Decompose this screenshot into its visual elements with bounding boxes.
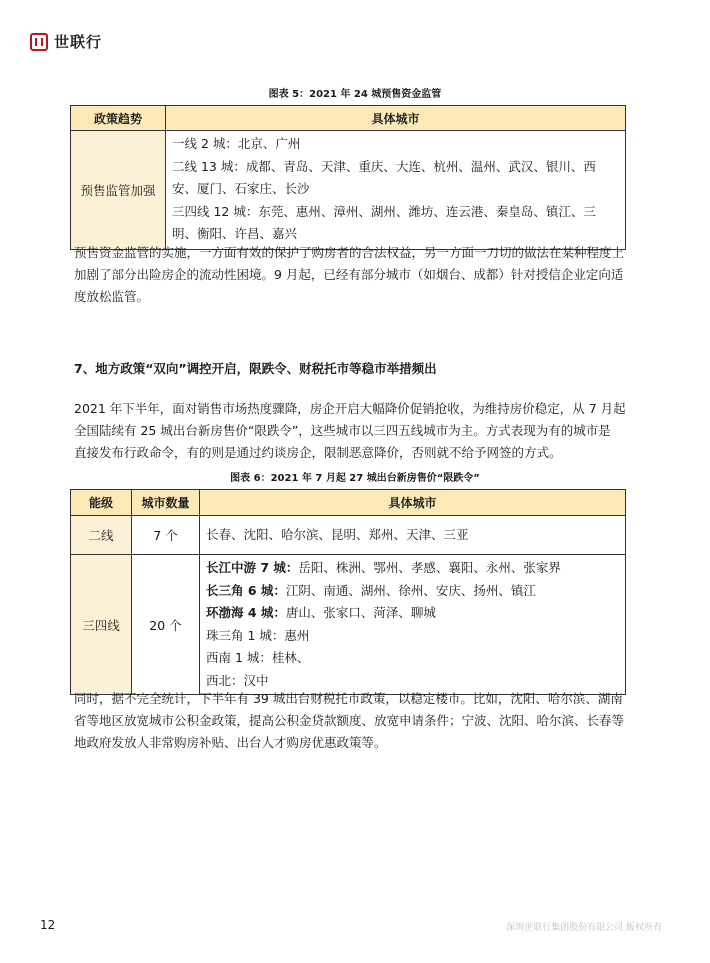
table5-row-label: 预售监管加强 bbox=[71, 131, 166, 250]
table5 bbox=[70, 105, 626, 250]
region-line: 长江中游 7 城：岳阳、株洲、鄂州、孝感、襄阳、永州、张家界 bbox=[206, 560, 561, 575]
logo-icon bbox=[30, 33, 48, 51]
table6-cities-tier2: 长春、沈阳、哈尔滨、昆明、郑州、天津、三亚 bbox=[200, 516, 626, 555]
paragraph-fiscal-support bbox=[74, 688, 644, 753]
company-logo bbox=[30, 31, 102, 52]
paragraph-line: 预售资金监管的实施，一方面有效的保护了购房者的合法权益，另一方面一刀切的做法在某种程度上 bbox=[74, 245, 625, 260]
page-number: 12 bbox=[40, 918, 56, 932]
paragraph-line: 加剧了部分出险房企的流动性困境。9 月起，已经有部分城市（如烟台、成都）针对授信企业定向适 bbox=[74, 266, 624, 282]
table6-cities-tier34 bbox=[200, 555, 626, 695]
table6-header-count: 城市数量 bbox=[132, 490, 200, 516]
region-line: 珠三角 1 城：惠州 bbox=[206, 627, 310, 643]
region-line: 环渤海 4 城：唐山、张家口、菏泽、聊城 bbox=[206, 605, 436, 620]
paragraph-line: 度放松监管。 bbox=[74, 288, 150, 304]
paragraph-line: 同时，据不完全统计，下半年有 39 城出台财税托市政策，以稳定楼市。比如，沈阳、哈尔滨、湖南 bbox=[74, 691, 623, 706]
table6-level-tier34: 三四线 bbox=[71, 555, 132, 695]
region-line: 西北：汉中 bbox=[206, 672, 269, 688]
table5-cities-cell bbox=[166, 131, 626, 250]
table5-line: 三四线 12 城：东莞、惠州、漳州、湖州、潍坊、连云港、秦皇岛、镇江、三 bbox=[172, 203, 596, 219]
paragraph-price-limit bbox=[74, 398, 644, 463]
table5-line: 一线 2 城：北京、广州 bbox=[172, 136, 301, 151]
table6-header-cities: 具体城市 bbox=[200, 490, 626, 516]
region-line: 长三角 6 城：江阴、南通、湖州、徐州、安庆、扬州、镇江 bbox=[206, 582, 536, 598]
table5-line: 二线 13 城：成都、青岛、天津、重庆、大连、杭州、温州、武汉、银川、西 bbox=[172, 158, 596, 174]
paragraph-presale-supervision bbox=[74, 242, 644, 307]
table6-header-level: 能级 bbox=[71, 490, 132, 516]
table6 bbox=[70, 489, 626, 695]
paragraph-line: 地政府发放人非常购房补贴、出台人才购房优惠政策等。 bbox=[74, 734, 387, 750]
paragraph-line: 全国陆续有 25 城出台新房售价“限跌令”，这些城市以三四五线城市为主。方式表现为有的城市是 bbox=[74, 422, 611, 438]
table6-caption: 图表 6：2021 年 7 月起 27 城出台新房售价“限跌令” bbox=[230, 473, 480, 484]
paragraph-line: 2021 年下半年，面对销售市场热度骤降，房企开启大幅降价促销抢收，为维持房价稳定，从 7 月起 bbox=[74, 401, 626, 416]
paragraph-line: 省等地区放宽城市公积金政策，提高公积金贷款额度、放宽申请条件；宁波、沈阳、哈尔滨、长春等 bbox=[74, 712, 625, 728]
copyright-notice: 深圳世联行集团股份有限公司 版权所有 bbox=[506, 923, 662, 933]
region-line: 西南 1 城：桂林、 bbox=[206, 650, 310, 665]
table5-header-cities: 具体城市 bbox=[166, 106, 626, 131]
table6-count-tier34: 20 个 bbox=[132, 555, 200, 695]
table6-level-tier2: 二线 bbox=[71, 516, 132, 555]
table5-caption: 图表 5：2021 年 24 城预售资金监管 bbox=[268, 89, 442, 100]
table5-line: 安、厦门、石家庄、长沙 bbox=[172, 181, 310, 196]
table5-header-policy: 政策趋势 bbox=[71, 106, 166, 131]
logo-text: 世联行 bbox=[54, 33, 103, 51]
section-heading: 7、地方政策“双向”调控开启，限跌令、财税托市等稳市举措频出 bbox=[74, 361, 437, 376]
table5-line: 明、衡阳、许昌、嘉兴 bbox=[172, 226, 298, 241]
paragraph-line: 直接发布行政命令，有的则是通过约谈房企，限制恶意降价，否则就不给予网签的方式。 bbox=[74, 444, 562, 460]
table6-count-tier2: 7 个 bbox=[132, 516, 200, 555]
